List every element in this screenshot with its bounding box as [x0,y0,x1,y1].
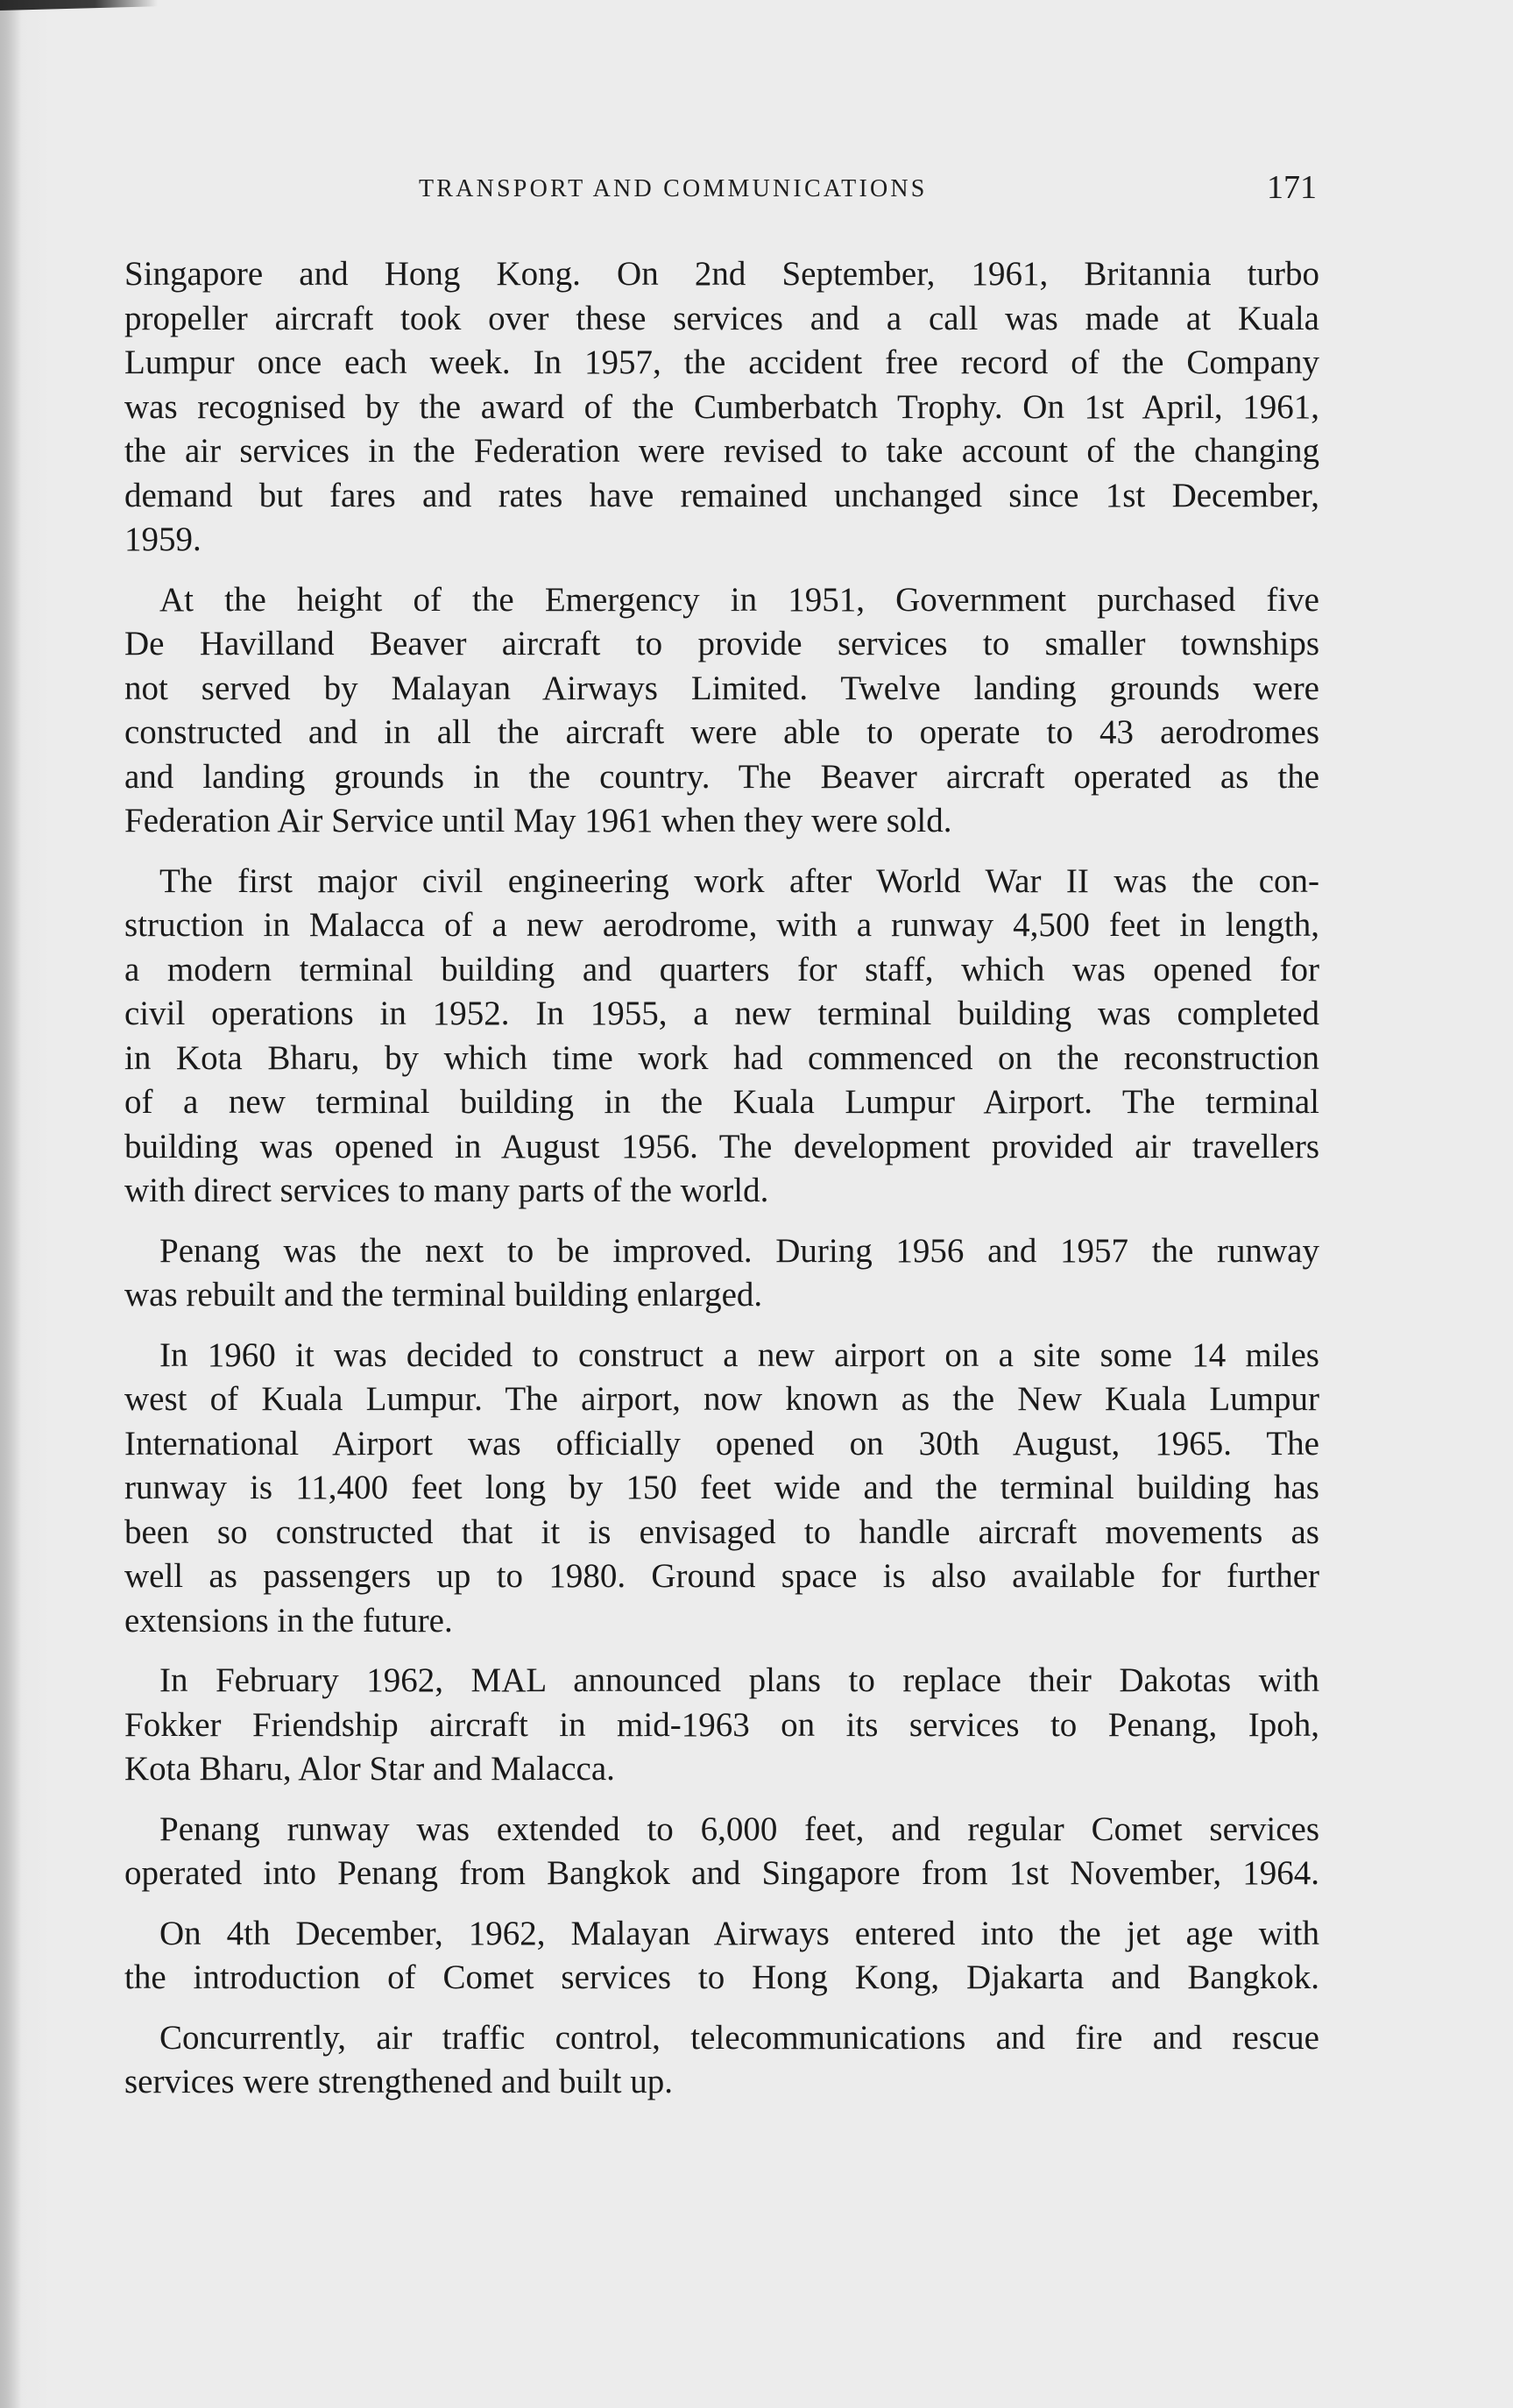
text-line: operated into Penang from Bangkok and Singapore from 1st November, 1964. [124,1854,1319,1892]
text-line: civil operations in 1952. In 1955, a new terminal building was completed [124,995,1319,1032]
text-line: Penang runway was extended to 6,000 feet, and regular Comet services [159,1810,1319,1848]
paragraph-2 [124,578,1319,844]
text-line: Singapore and Hong Kong. On 2nd September, 1961, Britannia turbo [124,255,1319,293]
text-line: Federation Air Service until May 1961 when they were sold. [124,802,952,839]
text-line: At the height of the Emergency in 1951, Government purchased five [159,580,1319,619]
text-line: west of Kuala Lumpur. The airport, now known as the New Kuala Lumpur [124,1380,1319,1418]
running-head: TRANSPORT AND COMMUNICATIONS [419,175,928,202]
paragraph-7 [124,1808,1319,1896]
paragraph-9 [124,2016,1319,2105]
paragraph-6 [124,1659,1319,1792]
text-line: Kota Bharu, Alor Star and Malacca. [124,1750,615,1788]
text-line: extensions in the future. [124,1601,453,1640]
text-line: Fokker Friendship aircraft in mid-1963 on its services to Penang, Ipoh, [124,1705,1319,1744]
text-line: building was opened in August 1956. The development provided air travellers [124,1127,1319,1165]
text-line: De Havilland Beaver aircraft to provide services to smaller townships [124,625,1319,662]
page-number: 171 [1267,169,1317,206]
text-line: demand but fares and rates have remained unchanged since 1st December, [124,476,1319,514]
text-line: a modern terminal building and quarters for staff, which was opened for [124,950,1319,988]
text-line: was rebuilt and the terminal building enlarged. [124,1276,763,1314]
text-line: the introduction of Comet services to Hong Kong, Djakarta and Bangkok. [124,1958,1319,1996]
text-line: 1959. [124,521,201,558]
text-line: Penang was the next to be improved. During 1956 and 1957 the runway [159,1231,1319,1270]
paragraph-1 [124,252,1319,563]
body-text [124,252,1319,2121]
text-line: services were strengthened and built up. [124,2063,673,2100]
text-line: and landing grounds in the country. The Beaver aircraft operated as the [124,757,1319,796]
text-line: Concurrently, air traffic control, telecommunications and fire and rescue [159,2018,1319,2057]
text-line: In February 1962, MAL announced plans to replace their Dakotas with [159,1661,1319,1699]
spine-shadow [0,0,21,2408]
text-line: of a new terminal building in the Kuala Lumpur Airport. The terminal [124,1083,1319,1121]
text-line: been so constructed that it is envisaged to handle aircraft movements as [124,1512,1319,1551]
paragraph-8 [124,1912,1319,2001]
text-line: runway is 11,400 feet long by 150 feet wide and the terminal building has [124,1469,1319,1506]
text-line: International Airport was officially opened on 30th August, 1965. The [124,1424,1319,1463]
page-edge-shadow [0,0,158,11]
text-line: On 4th December, 1962, Malayan Airways entered into the jet age with [159,1914,1319,1952]
paragraph-3 [124,860,1319,1214]
text-line: constructed and in all the aircraft were able to operate to 43 aerodromes [124,713,1319,751]
paragraph-4 [124,1229,1319,1318]
text-line: with direct services to many parts of the world. [124,1172,769,1209]
text-line: well as passengers up to 1980. Ground space is also available for further [124,1557,1319,1595]
text-line: the air services in the Federation were revised to take account of the changing [124,432,1319,470]
text-line: Lumpur once each week. In 1957, the accident free record of the Company [124,343,1319,381]
text-line: struction in Malacca of a new aerodrome, with a runway 4,500 feet in length, [124,906,1319,944]
text-line: not served by Malayan Airways Limited. Twelve landing grounds were [124,669,1319,707]
text-line: in Kota Bharu, by which time work had commenced on the reconstruction [124,1038,1319,1077]
text-line: propeller aircraft took over these services and a call was made at Kuala [124,299,1319,337]
text-line: was recognised by the award of the Cumberbatch Trophy. On 1st April, 1961, [124,387,1319,426]
paragraph-5 [124,1334,1319,1644]
text-line: In 1960 it was decided to construct a new airport on a site some 14 miles [159,1335,1319,1374]
text-line: The first major civil engineering work after World War II was the con- [159,861,1319,900]
